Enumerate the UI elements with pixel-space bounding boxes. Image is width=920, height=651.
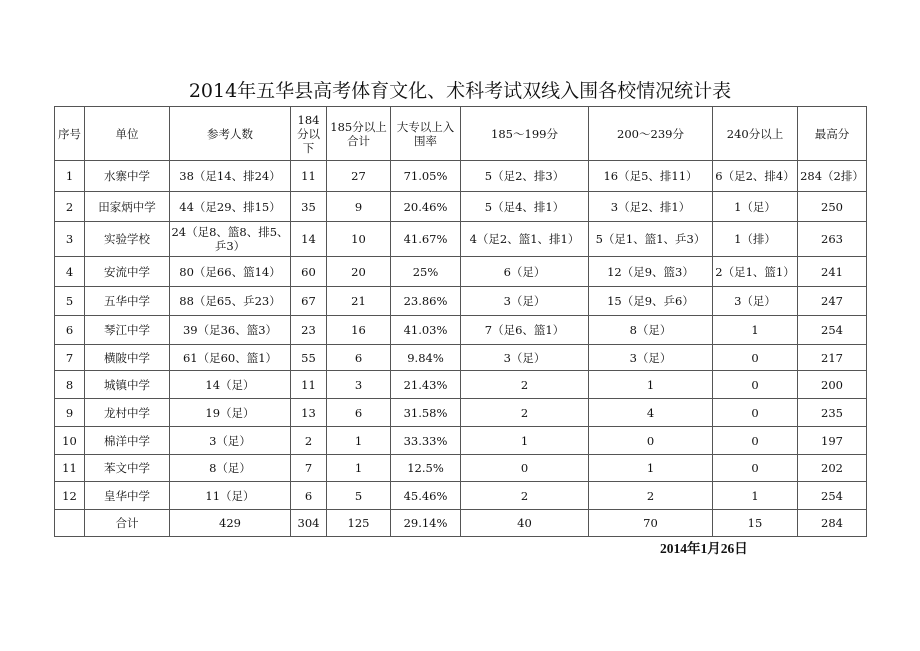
cell-range185-199: 3（足） xyxy=(461,287,589,316)
cell-participants: 44（足29、排15） xyxy=(170,192,291,222)
cell-participants: 38（足14、排24） xyxy=(170,161,291,192)
cell-above240: 6（足2、排4） xyxy=(713,161,798,192)
cell-admission-rate: 20.46% xyxy=(391,192,461,222)
table-row xyxy=(55,192,867,222)
cell-admission-rate: 29.14% xyxy=(391,510,461,537)
cell-participants: 8（足） xyxy=(170,455,291,482)
cell-above185-total: 21 xyxy=(327,287,391,316)
page-title: 2014年五华县高考体育文化、术科考试双线入围各校情况统计表 xyxy=(188,80,732,102)
cell-seq: 2 xyxy=(55,192,85,222)
statistics-table xyxy=(54,106,867,537)
table-row xyxy=(55,287,867,316)
cell-max-score: 217 xyxy=(798,345,867,371)
cell-range185-199: 5（足4、排1） xyxy=(461,192,589,222)
cell-seq: 7 xyxy=(55,345,85,371)
table-row xyxy=(55,482,867,510)
cell-above185-total: 27 xyxy=(327,161,391,192)
cell-unit: 田家炳中学 xyxy=(85,192,170,222)
cell-below184: 67 xyxy=(291,287,327,316)
cell-range200-239: 8（足） xyxy=(589,316,713,345)
header-range-200-239: 200～239分 xyxy=(589,107,713,161)
cell-above240: 1 xyxy=(713,316,798,345)
cell-participants: 429 xyxy=(170,510,291,537)
cell-range200-239: 16（足5、排11） xyxy=(589,161,713,192)
cell-seq xyxy=(55,510,85,537)
header-unit: 单位 xyxy=(85,107,170,161)
cell-participants: 61（足60、篮1） xyxy=(170,345,291,371)
cell-range200-239: 5（足1、篮1、乒3） xyxy=(589,222,713,257)
cell-above185-total: 20 xyxy=(327,257,391,287)
cell-above185-total: 1 xyxy=(327,455,391,482)
cell-max-score: 197 xyxy=(798,427,867,455)
cell-below184: 14 xyxy=(291,222,327,257)
cell-admission-rate: 33.33% xyxy=(391,427,461,455)
cell-range200-239: 0 xyxy=(589,427,713,455)
cell-range185-199: 0 xyxy=(461,455,589,482)
cell-participants: 80（足66、篮14） xyxy=(170,257,291,287)
cell-unit: 皇华中学 xyxy=(85,482,170,510)
cell-seq: 3 xyxy=(55,222,85,257)
cell-range200-239: 2 xyxy=(589,482,713,510)
cell-range200-239: 15（足9、乒6） xyxy=(589,287,713,316)
cell-above240: 0 xyxy=(713,399,798,427)
cell-max-score: 284 xyxy=(798,510,867,537)
cell-unit: 安流中学 xyxy=(85,257,170,287)
cell-admission-rate: 21.43% xyxy=(391,371,461,399)
cell-above240: 0 xyxy=(713,371,798,399)
cell-range185-199: 3（足） xyxy=(461,345,589,371)
cell-max-score: 235 xyxy=(798,399,867,427)
header-above240: 240分以上 xyxy=(713,107,798,161)
cell-below184: 2 xyxy=(291,427,327,455)
cell-max-score: 263 xyxy=(798,222,867,257)
table-row xyxy=(55,455,867,482)
table-row xyxy=(55,371,867,399)
cell-seq: 4 xyxy=(55,257,85,287)
cell-range200-239: 3（足2、排1） xyxy=(589,192,713,222)
cell-participants: 88（足65、乒23） xyxy=(170,287,291,316)
cell-above185-total: 125 xyxy=(327,510,391,537)
cell-above185-total: 3 xyxy=(327,371,391,399)
cell-max-score: 254 xyxy=(798,482,867,510)
cell-admission-rate: 41.67% xyxy=(391,222,461,257)
cell-range185-199: 6（足） xyxy=(461,257,589,287)
cell-participants: 19（足） xyxy=(170,399,291,427)
cell-max-score: 247 xyxy=(798,287,867,316)
cell-participants: 39（足36、篮3） xyxy=(170,316,291,345)
cell-below184: 13 xyxy=(291,399,327,427)
cell-range185-199: 40 xyxy=(461,510,589,537)
cell-seq: 11 xyxy=(55,455,85,482)
cell-above240: 1 xyxy=(713,482,798,510)
header-seq: 序号 xyxy=(55,107,85,161)
cell-admission-rate: 71.05% xyxy=(391,161,461,192)
cell-below184: 60 xyxy=(291,257,327,287)
cell-max-score: 202 xyxy=(798,455,867,482)
table-row xyxy=(55,161,867,192)
cell-seq: 8 xyxy=(55,371,85,399)
cell-above240: 2（足1、篮1） xyxy=(713,257,798,287)
table-row xyxy=(55,427,867,455)
cell-range200-239: 1 xyxy=(589,455,713,482)
cell-max-score: 250 xyxy=(798,192,867,222)
cell-participants: 3（足） xyxy=(170,427,291,455)
cell-participants: 24（足8、篮8、排5、乒3） xyxy=(170,222,291,257)
cell-above185-total: 5 xyxy=(327,482,391,510)
table-row xyxy=(55,345,867,371)
cell-admission-rate: 31.58% xyxy=(391,399,461,427)
header-below184: 184分以下 xyxy=(291,107,327,161)
cell-above185-total: 10 xyxy=(327,222,391,257)
cell-admission-rate: 12.5% xyxy=(391,455,461,482)
cell-admission-rate: 23.86% xyxy=(391,287,461,316)
header-range-185-199: 185～199分 xyxy=(461,107,589,161)
cell-unit: 琴江中学 xyxy=(85,316,170,345)
cell-unit: 苯文中学 xyxy=(85,455,170,482)
cell-unit: 棉洋中学 xyxy=(85,427,170,455)
cell-range185-199: 4（足2、篮1、排1） xyxy=(461,222,589,257)
cell-range185-199: 1 xyxy=(461,427,589,455)
cell-below184: 304 xyxy=(291,510,327,537)
cell-above185-total: 16 xyxy=(327,316,391,345)
cell-above240: 0 xyxy=(713,345,798,371)
cell-unit: 水寨中学 xyxy=(85,161,170,192)
cell-above185-total: 6 xyxy=(327,399,391,427)
cell-seq: 5 xyxy=(55,287,85,316)
cell-seq: 9 xyxy=(55,399,85,427)
cell-range200-239: 3（足） xyxy=(589,345,713,371)
cell-participants: 14（足） xyxy=(170,371,291,399)
cell-below184: 35 xyxy=(291,192,327,222)
table-row xyxy=(55,257,867,287)
cell-seq: 10 xyxy=(55,427,85,455)
cell-seq: 6 xyxy=(55,316,85,345)
cell-max-score: 200 xyxy=(798,371,867,399)
cell-above240: 0 xyxy=(713,427,798,455)
cell-above240: 3（足） xyxy=(713,287,798,316)
cell-above185-total: 6 xyxy=(327,345,391,371)
cell-participants: 11（足） xyxy=(170,482,291,510)
cell-admission-rate: 9.84% xyxy=(391,345,461,371)
cell-max-score: 254 xyxy=(798,316,867,345)
cell-below184: 6 xyxy=(291,482,327,510)
cell-above240: 15 xyxy=(713,510,798,537)
cell-range200-239: 12（足9、篮3） xyxy=(589,257,713,287)
cell-unit: 龙村中学 xyxy=(85,399,170,427)
cell-admission-rate: 25% xyxy=(391,257,461,287)
cell-above185-total: 9 xyxy=(327,192,391,222)
cell-below184: 11 xyxy=(291,371,327,399)
cell-seq: 12 xyxy=(55,482,85,510)
cell-range200-239: 1 xyxy=(589,371,713,399)
cell-unit: 五华中学 xyxy=(85,287,170,316)
cell-range200-239: 4 xyxy=(589,399,713,427)
cell-range185-199: 2 xyxy=(461,482,589,510)
header-above185-total: 185分以上合计 xyxy=(327,107,391,161)
cell-max-score: 284（2排） xyxy=(798,161,867,192)
cell-max-score: 241 xyxy=(798,257,867,287)
cell-below184: 11 xyxy=(291,161,327,192)
cell-below184: 55 xyxy=(291,345,327,371)
cell-above240: 0 xyxy=(713,455,798,482)
table-row xyxy=(55,399,867,427)
cell-seq: 1 xyxy=(55,161,85,192)
cell-range185-199: 2 xyxy=(461,371,589,399)
report-date: 2014年1月26日 xyxy=(660,541,748,556)
cell-unit: 合计 xyxy=(85,510,170,537)
cell-range185-199: 7（足6、篮1） xyxy=(461,316,589,345)
header-admission-rate: 大专以上入围率 xyxy=(391,107,461,161)
cell-admission-rate: 45.46% xyxy=(391,482,461,510)
cell-below184: 7 xyxy=(291,455,327,482)
cell-range200-239: 70 xyxy=(589,510,713,537)
cell-range185-199: 5（足2、排3） xyxy=(461,161,589,192)
header-max-score: 最高分 xyxy=(798,107,867,161)
cell-admission-rate: 41.03% xyxy=(391,316,461,345)
cell-unit: 横陂中学 xyxy=(85,345,170,371)
header-participants: 参考人数 xyxy=(170,107,291,161)
cell-range185-199: 2 xyxy=(461,399,589,427)
table-row xyxy=(55,222,867,257)
total-row xyxy=(55,510,867,537)
header-row xyxy=(55,107,867,161)
cell-unit: 实验学校 xyxy=(85,222,170,257)
table-row xyxy=(55,316,867,345)
cell-above240: 1（排） xyxy=(713,222,798,257)
cell-unit: 城镇中学 xyxy=(85,371,170,399)
cell-above185-total: 1 xyxy=(327,427,391,455)
cell-below184: 23 xyxy=(291,316,327,345)
cell-above240: 1（足） xyxy=(713,192,798,222)
